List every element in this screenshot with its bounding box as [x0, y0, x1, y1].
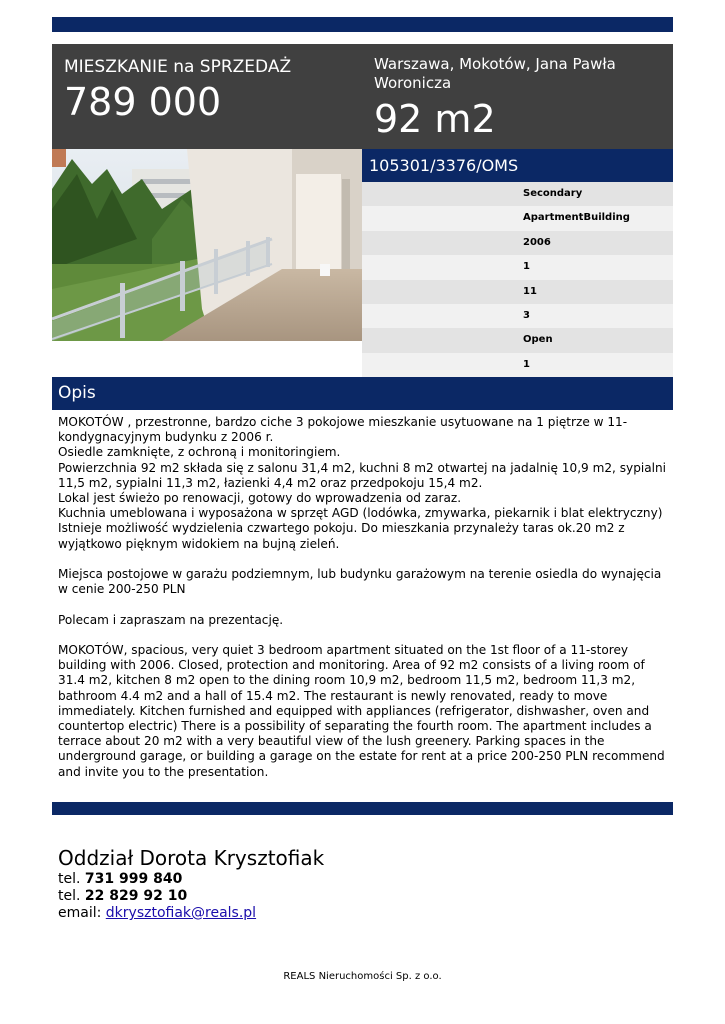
email-link[interactable]: dkrysztofiak@reals.pl: [105, 905, 257, 921]
attribute-bathrooms: 1: [362, 353, 673, 377]
agent-name: Oddział Dorota Krysztofiak: [58, 846, 325, 870]
tel-label: tel.: [58, 871, 81, 887]
tel-label: tel.: [58, 888, 81, 904]
description-heading: Opis: [52, 377, 673, 410]
listing-header: [52, 44, 673, 149]
phone-line-2: [58, 888, 558, 905]
listing-photo: [52, 149, 362, 341]
description-body: [58, 415, 670, 780]
header-right: [374, 55, 664, 141]
description-line: Kuchnia umeblowana i wyposażona w sprzęt AGD (lodówka, zmywarka, piekarnik i blat elektryczny): [58, 506, 663, 521]
attribute-market: Secondary: [362, 182, 673, 206]
description-line: Powierzchnia 92 m2 składa się z salonu 31,4 m2, kuchni 8 m2 otwartej na jadalnię 10,9 m2, sypialni 11,5 m2, sypialni 11,3 m2, łazienki 4,4 m2 oraz przedpokoju 15,4 m2.: [58, 460, 667, 490]
phone-number-1[interactable]: 731 999 840: [84, 871, 183, 887]
description-line: Lokal jest świeżo po renowacji, gotowy do wprowadzenia od zaraz.: [58, 491, 462, 506]
balcony-photo-illustration: [52, 149, 362, 341]
listing-area: 92 m2: [374, 97, 496, 141]
description-line: MOKOTÓW, spacious, very quiet 3 bedroom apartment situated on the 1st floor of a 11-storey building with 2006. Closed, protection and monitoring. Area of 92 m2 consists of a living room of 31.4 m2, kitchen 8 m2 open to the dining room 10,9 m2, bedroom 11,5 m2, bedroom 11,3 m2, bathroom 4.4 m2 and a hall of 15.4 m2. The restaurant is newly renovated, ready to move immediately. Kitchen furnished and equipped with appliances (refrigerator, dishwasher, oven and countertop electric) There is a possibility of separating the fourth room. The apartment includes a terrace about 20 m2 with a very beautiful view of the lush greenery. Parking spaces in the underground garage, or building a garage on the estate for rent at a price 200-250 PLN recommend and invite you to the presentation.: [58, 643, 665, 779]
email-label: email:: [58, 905, 102, 921]
listing-type: MIESZKANIE na SPRZEDAŻ: [64, 57, 292, 77]
description-line: MOKOTÓW , przestronne, bardzo ciche 3 pokojowe mieszkanie usytuowane na 1 piętrze w 11-kondygnacyjnym budynku z 2006 r.: [58, 415, 628, 445]
attribute-kitchen: Open: [362, 328, 673, 352]
phone-number-2[interactable]: 22 829 92 10: [84, 888, 188, 904]
listing-address: Warszawa, Mokotów, Jana Pawła Woronicza: [374, 55, 616, 92]
footer-company: REALS Nieruchomości Sp. z o.o.: [283, 971, 442, 982]
attributes-table: [362, 182, 673, 377]
attribute-floor: 1: [362, 255, 673, 279]
listing-price: 789 000: [64, 80, 222, 124]
paragraph-gap: [58, 628, 670, 643]
paragraph-gap: [58, 597, 670, 612]
offer-id-bar: 105301/3376/OMS: [362, 149, 673, 182]
contact-block: [58, 845, 558, 922]
top-accent-bar: [52, 17, 673, 32]
description-line: Polecam i zapraszam na prezentację.: [58, 612, 284, 627]
email-line: [58, 905, 558, 922]
attribute-build-year: 2006: [362, 231, 673, 255]
header-left: [64, 56, 354, 124]
description-line: Istnieje możliwość wydzielenia czwartego pokoju. Do mieszkania przynależy taras ok.20 m2 z wyjątkowo pięknym widokiem na bujną zieleń.: [58, 521, 625, 551]
phone-line-1: [58, 871, 558, 888]
attribute-floors-total: 11: [362, 280, 673, 304]
attribute-building-type: ApartmentBuilding: [362, 206, 673, 230]
description-line: Miejsca postojowe w garażu podziemnym, lub budynku garażowym na terenie osiedla do wynajęcia w cenie 200-250 PLN: [58, 567, 662, 597]
bottom-accent-bar: [52, 802, 673, 815]
description-line: Osiedle zamknięte, z ochroną i monitoringiem.: [58, 445, 341, 460]
attribute-rooms: 3: [362, 304, 673, 328]
paragraph-gap: [58, 552, 670, 567]
